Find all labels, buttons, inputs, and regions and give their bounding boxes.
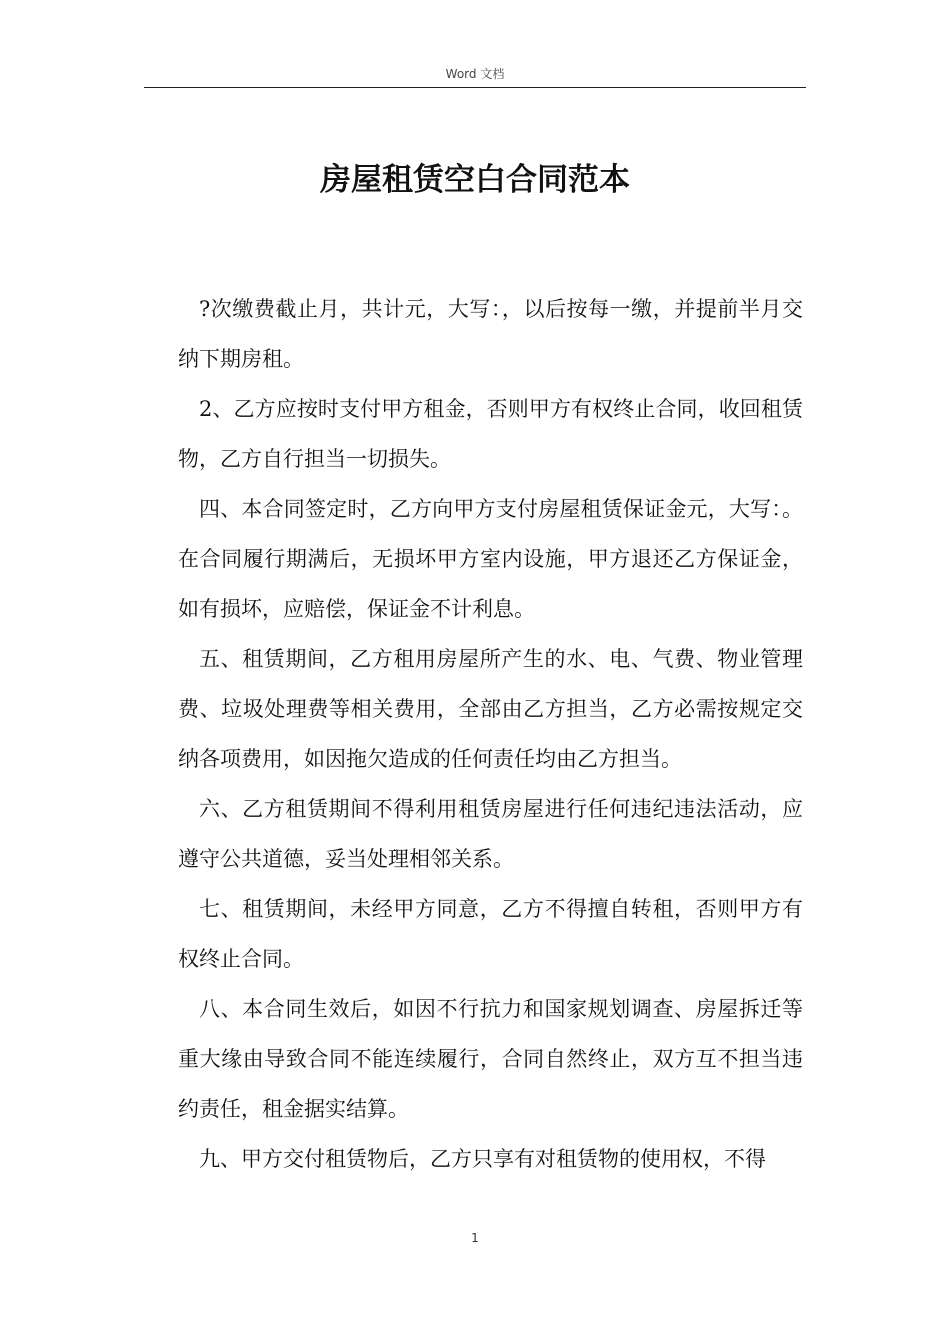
document-title: 房屋租赁空白合同范本 — [320, 162, 630, 198]
paragraph-clause-5: 五、租赁期间，乙方租用房屋所产生的水、电、气费、物业管理费、垃圾处理费等相关费用，全部由乙方担当，乙方必需按规定交纳各项费用，如因拖欠造成的任何责任均由乙方担当。 — [178, 647, 803, 771]
page-number: 1 — [471, 1231, 479, 1245]
paragraph-clause-6: 六、乙方租赁期间不得利用租赁房屋进行任何违纪违法活动，应遵守公共道德，妥当处理相邻关系。 — [178, 797, 803, 871]
paragraph-clause-4: 四、本合同签定时，乙方向甲方支付房屋租赁保证金元，大写：。在合同履行期满后，无损坏甲方室内设施，甲方退还乙方保证金，如有损坏，应赔偿，保证金不计利息。 — [178, 497, 803, 621]
paragraph-clause-7: 七、租赁期间，未经甲方同意，乙方不得擅自转租，否则甲方有权终止合同。 — [178, 897, 803, 971]
header-divider — [144, 87, 806, 88]
document-body — [178, 284, 803, 1184]
paragraph-payment-schedule: ?次缴费截止月，共计元，大写：，以后按每一缴，并提前半月交纳下期房租。 — [178, 297, 803, 371]
page-header-label: Word 文档 — [445, 67, 505, 81]
paragraph-clause-2: 2、乙方应按时支付甲方租金，否则甲方有权终止合同，收回租赁物，乙方自行担当一切损失。 — [178, 397, 803, 471]
paragraph-clause-9: 九、甲方交付租赁物后，乙方只享有对租赁物的使用权，不得 — [199, 1147, 766, 1171]
paragraph-clause-8: 八、本合同生效后，如因不行抗力和国家规划调查、房屋拆迁等重大缘由导致合同不能连续履行，合同自然终止，双方互不担当违约责任，租金据实结算。 — [178, 997, 803, 1121]
